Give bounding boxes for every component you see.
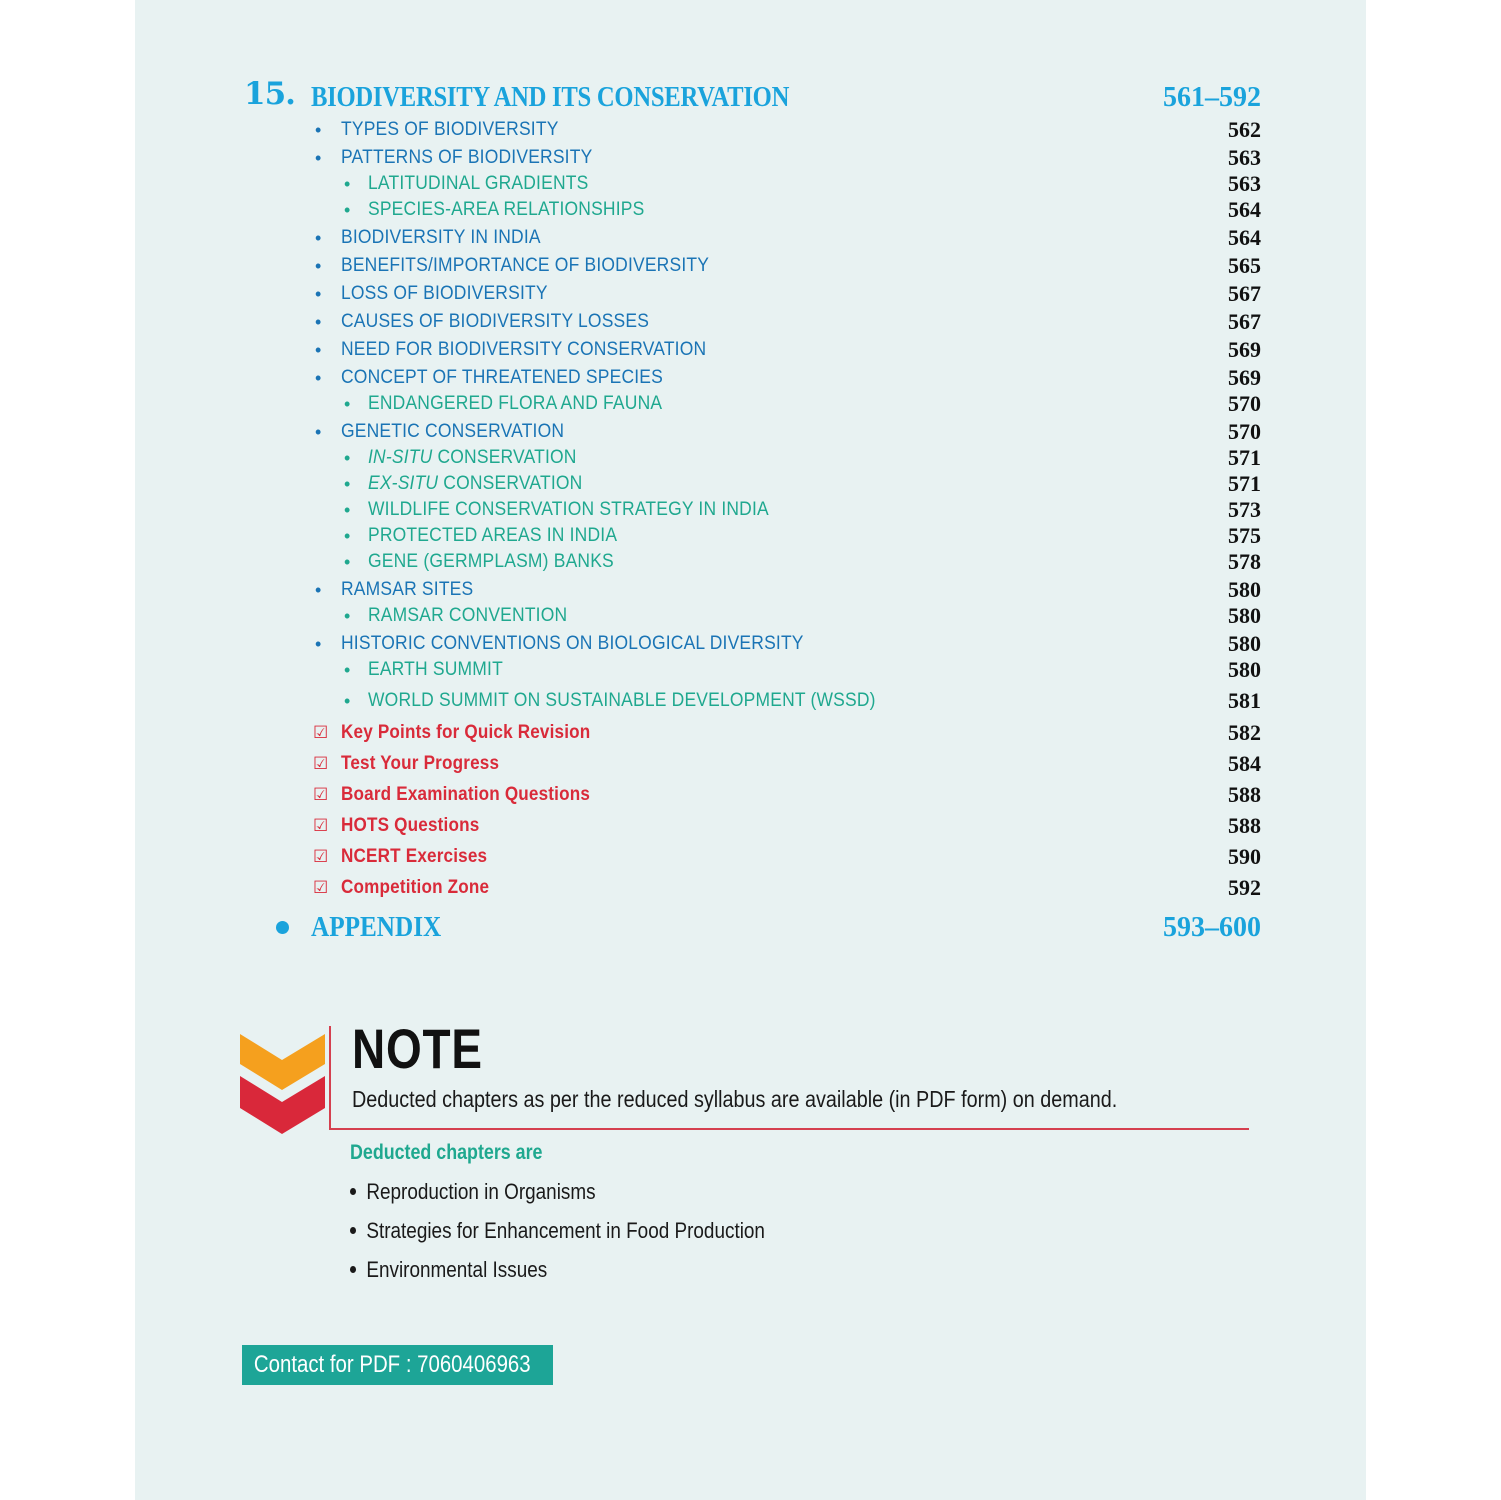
toc-label: GENETIC CONSERVATION [341,421,565,442]
bullet-icon: • [315,580,322,600]
bullet-icon [350,1227,356,1234]
page-number: 580 [1228,603,1261,628]
toc-label: BIODIVERSITY IN INDIA [341,227,541,248]
toc-label: SPECIES-AREA RELATIONSHIPS [368,199,645,220]
page-number: 567 [1228,309,1261,334]
toc-extra-label: Competition Zone [341,877,490,898]
chapter-pages: 561–592 [1163,82,1261,113]
bullet-icon [350,1266,356,1273]
toc-label: CONCEPT OF THREATENED SPECIES [341,367,663,388]
toc-extra-label: Key Points for Quick Revision [341,722,591,743]
page-number: 570 [1228,391,1261,416]
toc-label: RAMSAR SITES [341,579,474,600]
toc-label-italic: EX-SITU [368,473,439,494]
deducted-item-label: Environmental Issues [366,1257,548,1282]
deducted-title: Deducted chapters are [350,1141,543,1164]
bullet-icon: • [315,228,322,248]
deducted-item-label: Strategies for Enhancement in Food Production [366,1218,765,1243]
bullet-icon: • [344,691,351,711]
page-number: 581 [1228,688,1261,713]
note-title: NOTE [352,1017,483,1080]
checkbox-icon: ☑ [313,754,329,773]
deducted-item [350,1257,547,1283]
bullet-icon: • [344,394,351,414]
toc-extra[interactable] [0,751,1501,777]
toc-extra-label: Test Your Progress [341,753,500,774]
toc-label: BENEFITS/IMPORTANCE OF BIODIVERSITY [341,255,710,276]
page-number: 569 [1228,365,1261,390]
page-number: 588 [1228,813,1261,838]
toc-extra-label: Board Examination Questions [341,784,591,805]
toc-label: LATITUDINAL GRADIENTS [368,173,589,194]
toc-subtopic[interactable] [0,523,1501,549]
toc-label: GENE (GERMPLASM) BANKS [368,551,614,572]
page-number: 565 [1228,253,1261,278]
chapter-title[interactable]: BIODIVERSITY AND ITS CONSERVATION [311,82,790,113]
chapter-number: 15. [244,76,295,112]
toc-extra[interactable] [0,844,1501,870]
toc-extra[interactable] [0,720,1501,746]
toc-topic[interactable] [0,419,1501,445]
page-number: 567 [1228,281,1261,306]
toc-topic[interactable] [0,117,1501,143]
bullet-icon: • [315,256,322,276]
toc-extra[interactable] [0,782,1501,808]
bullet-icon: • [315,340,322,360]
toc-label: ENDANGERED FLORA AND FAUNA [368,393,663,414]
toc-subtopic[interactable] [0,445,1501,471]
toc-topic[interactable] [0,631,1501,657]
bullet-icon: • [315,148,322,168]
toc-label: WORLD SUMMIT ON SUSTAINABLE DEVELOPMENT (WSSD) [368,690,876,711]
toc-topic[interactable] [0,365,1501,391]
page-number: 569 [1228,337,1261,362]
toc-topic[interactable] [0,577,1501,603]
toc-extra[interactable] [0,875,1501,901]
toc-subtopic[interactable] [0,197,1501,223]
deducted-item [350,1218,765,1244]
bullet-icon: • [344,200,351,220]
checkbox-icon: ☑ [313,785,329,804]
checkbox-icon: ☑ [313,847,329,866]
bullet-icon: • [315,312,322,332]
toc-topic[interactable] [0,309,1501,335]
contact-text: Contact for PDF : 7060406963 [253,1351,531,1378]
toc-subtopic[interactable] [0,603,1501,629]
chevron-orange [240,1034,325,1090]
toc-topic[interactable] [0,225,1501,251]
toc-label-italic: IN-SITU [368,447,433,468]
bullet-icon: • [344,526,351,546]
page-number: 571 [1228,471,1261,496]
toc-label [368,445,577,471]
page-number: 588 [1228,782,1261,807]
page-number: 580 [1228,657,1261,682]
deducted-item [350,1179,596,1205]
page-number: 570 [1228,419,1261,444]
note-text: Deducted chapters as per the reduced syllabus are available (in PDF form) on demand. [352,1086,1118,1112]
page-number: 571 [1228,445,1261,470]
toc-subtopic[interactable] [0,688,1501,714]
toc-label: NEED FOR BIODIVERSITY CONSERVATION [341,339,707,360]
deducted-item-label: Reproduction in Organisms [366,1179,596,1204]
bullet-icon: • [344,448,351,468]
appendix-bullet-icon [276,921,289,934]
toc-label [368,471,582,497]
bullet-icon: • [315,422,322,442]
page-number: 575 [1228,523,1261,548]
toc-subtopic[interactable] [0,657,1501,683]
bullet-icon: • [315,634,322,654]
bullet-icon: • [344,474,351,494]
page-number: 580 [1228,577,1261,602]
page-number: 563 [1228,145,1261,170]
toc-topic[interactable] [0,145,1501,171]
toc-extra-label: HOTS Questions [341,815,480,836]
toc-topic[interactable] [0,281,1501,307]
page-number: 563 [1228,171,1261,196]
toc-subtopic[interactable] [0,471,1501,497]
toc-label: PROTECTED AREAS IN INDIA [368,525,618,546]
toc-subtopic[interactable] [0,391,1501,417]
bullet-icon: • [344,660,351,680]
bullet-icon: • [344,500,351,520]
toc-extra-label: NCERT Exercises [341,846,488,867]
toc-extra[interactable] [0,813,1501,839]
toc-label: HISTORIC CONVENTIONS ON BIOLOGICAL DIVERSITY [341,633,804,654]
page-number: 590 [1228,844,1261,869]
toc-topic[interactable] [0,253,1501,279]
toc-subtopic[interactable] [0,171,1501,197]
bullet-icon: • [344,552,351,572]
bullet-icon [350,1188,356,1195]
bullet-icon: • [315,368,322,388]
toc-label-rest: CONSERVATION [438,473,583,494]
checkbox-icon: ☑ [313,816,329,835]
toc-label: RAMSAR CONVENTION [368,605,568,626]
page-number: 578 [1228,549,1261,574]
page-number: 582 [1228,720,1261,745]
page-number: 580 [1228,631,1261,656]
contact-banner[interactable] [242,1345,553,1385]
appendix-title[interactable]: APPENDIX [311,912,442,943]
toc-label-rest: CONSERVATION [432,447,577,468]
page-number: 562 [1228,117,1261,142]
page-number: 564 [1228,225,1261,250]
bullet-icon: • [315,120,322,140]
page-number: 564 [1228,197,1261,222]
chevron-down-icon [240,1030,325,1135]
toc-label: CAUSES OF BIODIVERSITY LOSSES [341,311,650,332]
toc-subtopic[interactable] [0,549,1501,575]
toc-label: LOSS OF BIODIVERSITY [341,283,548,304]
bullet-icon: • [315,284,322,304]
toc-label: WILDLIFE CONSERVATION STRATEGY IN INDIA [368,499,769,520]
page-number: 584 [1228,751,1261,776]
toc-subtopic[interactable] [0,497,1501,523]
toc-label: EARTH SUMMIT [368,659,503,680]
appendix-pages: 593–600 [1163,912,1261,943]
bullet-icon: • [344,606,351,626]
toc-label: TYPES OF BIODIVERSITY [341,119,559,140]
page-number: 592 [1228,875,1261,900]
checkbox-icon: ☑ [313,878,329,897]
bullet-icon: • [344,174,351,194]
page-number: 573 [1228,497,1261,522]
toc-label: PATTERNS OF BIODIVERSITY [341,147,593,168]
checkbox-icon: ☑ [313,723,329,742]
toc-topic[interactable] [0,337,1501,363]
